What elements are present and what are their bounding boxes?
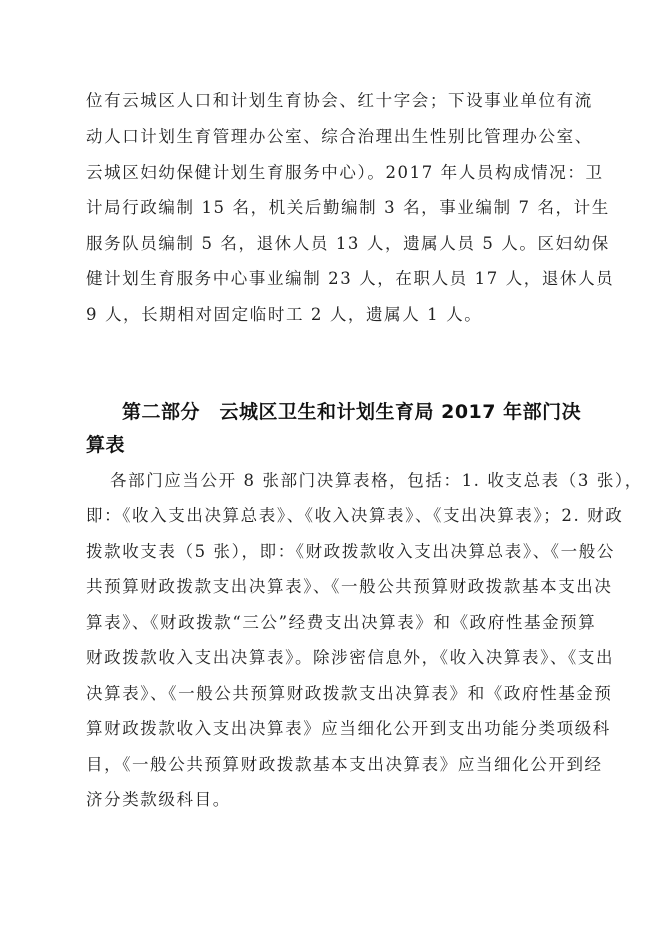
text-line: 位有云城区人口和计划生育协会、红十字会；下设事业单位有流: [86, 91, 593, 110]
text-line: 服务队员编制 5 名，退休人员 13 人，遗属人员 5 人。区妇幼保: [86, 234, 610, 253]
text-line: 济分类款级科目。: [86, 790, 231, 809]
text-line: 健计划生育服务中心事业编制 23 人，在职人员 17 人，退休人员: [86, 269, 615, 288]
text-line: 各部门应当公开 8 张部门决算表格，包括：1. 收支总表（3 张），: [110, 471, 643, 490]
text-line: 算财政拨款收入支出决算表》应当细化公开到支出功能分类项级科: [86, 719, 611, 738]
text-line: 动人口计划生育管理办公室、综合治理出生性别比管理办公室、: [86, 127, 593, 146]
text-line: 计局行政编制 15 名，机关后勤编制 3 名，事业编制 7 名，计生: [86, 198, 610, 217]
text-line: 9 人，长期相对固定临时工 2 人，遗属人 1 人。: [86, 305, 483, 324]
text-line: 即：《收入支出决算总表》、《收入决算表》、《支出决算表》；2. 财政: [86, 506, 624, 525]
text-line: 目，《一般公共预算财政拨款基本支出决算表》应当细化公开到经: [86, 755, 603, 774]
text-line: 拨款收支表（5 张），即：《财政拨款收入支出决算总表》、《一般公: [86, 542, 615, 561]
text-line: 财政拨款收入支出决算表》。除涉密信息外，《收入决算表》、《支出: [86, 648, 615, 667]
text-line: 算表》、《财政拨款“三公”经费支出决算表》和《政府性基金预算: [86, 613, 597, 632]
heading-line: 算表: [86, 434, 126, 456]
text-line: 云城区妇幼保健计划生育服务中心）。2017 年人员构成情况：卫: [86, 163, 604, 182]
text-line: 决算表》、《一般公共预算财政拨款支出决算表》和《政府性基金预: [86, 684, 613, 703]
heading-line: 第二部分 云城区卫生和计划生育局 2017 年部门决: [122, 401, 582, 423]
text-line: 共预算财政拨款支出决算表》、《一般公共预算财政拨款基本支出决: [86, 577, 613, 596]
